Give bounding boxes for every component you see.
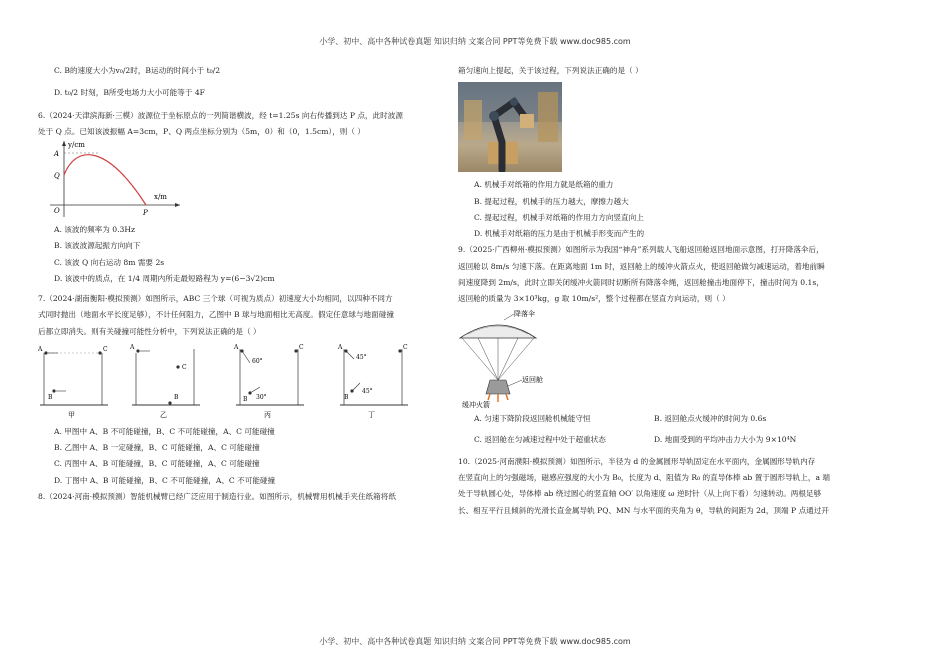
q8-stem-line1: 8.（2024·河南·模拟预测）智能机械臂已经广泛应用于制造行业。如图所示，机械臂用机械手夹住纸箱将纸 bbox=[38, 491, 396, 501]
svg-text:C: C bbox=[299, 343, 304, 351]
angle-60: 60° bbox=[252, 357, 263, 365]
svg-text:A: A bbox=[338, 343, 343, 351]
q8-option-c: C. 提起过程，机械手对纸箱的作用力方向竖直向上 bbox=[474, 212, 644, 222]
q9-option-d: D. 地面受到的平均冲击力大小为 9×10⁴N bbox=[654, 434, 797, 444]
label-chute: 降落伞 bbox=[514, 310, 535, 319]
q9-stem-line1: 9.（2025·广西柳州·模拟预测）如图所示为我国“神舟”系列载人飞船返回舱返回地面示意图，打开降落伞后， bbox=[458, 245, 824, 255]
svg-text:B: B bbox=[174, 393, 179, 401]
svg-text:B: B bbox=[344, 393, 349, 401]
page-header: 小学、初中、高中各种试卷真题 知识归纳 文案合同 PPT等免费下载 www.doc985.com bbox=[319, 37, 631, 46]
angle-30: 30° bbox=[256, 393, 267, 401]
panel-jia bbox=[38, 346, 108, 419]
svg-text:A: A bbox=[38, 345, 43, 353]
q7-option-d: D. 丁图中 A、B 可能碰撞，B、C 不可能碰撞，A、C 不可能碰撞 bbox=[54, 475, 276, 485]
graph-label-o: O bbox=[54, 207, 60, 215]
q9-options-row1 bbox=[458, 414, 868, 424]
svg-text:C: C bbox=[103, 345, 108, 353]
q6-option-d: D. 该波中的质点，在 1/4 周期内所走最短路程为 y=(6−3√2)cm bbox=[54, 273, 275, 283]
q9-option-c: C. 返回舱在匀减速过程中处于超重状态 bbox=[474, 434, 606, 444]
q7-option-a: A. 甲图中 A、B 不可能碰撞，B、C 不可能碰撞，A、C 可能碰撞 bbox=[54, 426, 275, 436]
q9-option-a: A. 匀速下降阶段返回舱机械能守恒 bbox=[474, 414, 591, 424]
graph-label-a: A bbox=[54, 150, 60, 158]
panel-bing bbox=[233, 344, 304, 419]
panel-ding bbox=[337, 344, 408, 419]
left-column bbox=[38, 62, 430, 502]
q9-stem-line2: 返回舱以 8m/s 匀速下落。在距离地面 1m 时，返回舱上的缓冲火箭点火，使返回舱做匀减速运动，着地前瞬 bbox=[458, 261, 825, 271]
robot-arm-photo bbox=[458, 82, 562, 172]
q7-option-b: B. 乙图中 A、B 一定碰撞，B、C 可能碰撞，A、C 可能碰撞 bbox=[54, 443, 260, 452]
q7-option-c: C. 丙图中 A、B 可能碰撞，B、C 可能碰撞，A、C 可能碰撞 bbox=[54, 459, 260, 469]
panel-label-bing: 丙 bbox=[264, 410, 271, 419]
q7-four-panels bbox=[38, 341, 418, 421]
svg-text:A: A bbox=[234, 343, 239, 351]
q6-option-a: A. 该波的频率为 0.3Hz bbox=[54, 225, 135, 234]
q7-stem-line3: 后都立即消失。则有关碰撞可能性分析中，下列说法正确的是（ ） bbox=[38, 326, 261, 336]
label-rocket: 缓冲火箭 bbox=[462, 401, 490, 409]
q9-stem-line4: 返回舱的质量为 3×10³kg，g 取 10m/s²，整个过程都在竖直方向运动，则（ ） bbox=[458, 294, 730, 303]
parachute-diagram bbox=[458, 308, 598, 408]
q10-stem-line2: 在竖直向上的匀强磁场，磁感应强度的大小为 B₀，长度为 d、阻值为 R₀ 的直导体棒 ab 置于圆形导轨上，a 端 bbox=[458, 473, 830, 482]
label-capsule: 返回舱 bbox=[522, 376, 543, 385]
q10-stem-line4: 长、相互平行且倾斜的光滑长直金属导轨 PQ、MN 与水平面的夹角为 θ，导轨的间距为 2d，顶端 P 点通过开 bbox=[458, 505, 829, 515]
q9-options-row2 bbox=[458, 435, 868, 445]
panel-label-yi: 乙 bbox=[160, 410, 167, 419]
panel-label-jia: 甲 bbox=[68, 410, 75, 419]
angle-45-bottom: 45° bbox=[362, 387, 373, 395]
q7-stem-line1: 7.（2024·湖南衡阳·模拟预测）如图所示，ABC 三个球（可视为质点）初速度大小均相同，以四种不同方 bbox=[38, 294, 393, 303]
q6-wave-graph bbox=[46, 139, 186, 219]
q6-stem-line1: 6.（2024·天津滨海新·三模）波源位于坐标原点的一列简谐横波，经 t=1.25s 向右传播到达 P 点，此时波源 bbox=[38, 110, 403, 120]
angle-45-top: 45° bbox=[356, 353, 367, 361]
q6-stem-line2: 处于 Q 点。已知该波振幅 A=3cm，P、Q 两点坐标分别为（5m，0）和（0，1.5cm），则（ ） bbox=[38, 126, 365, 136]
svg-text:C: C bbox=[403, 343, 408, 351]
svg-text:C: C bbox=[182, 363, 187, 371]
graph-ylabel: y/cm bbox=[68, 141, 85, 149]
q5-option-d: D. t₀/2 时刻，B所受电场力大小可能等于 4F bbox=[54, 88, 205, 98]
q10-stem-line1: 10.（2025·河南濮阳·模拟预测）如图所示，半径为 d 的金属圆形导轨固定在水平面内，金属圆形导轨内存 bbox=[458, 456, 816, 466]
panel-label-ding: 丁 bbox=[368, 410, 375, 419]
q10-stem-line3: 处于导轨圆心处，导体棒 ab 绕过圆心的竖直轴 OO′ 以角速度 ω 逆时针（从上向下看）匀速转动。两根足够 bbox=[458, 489, 822, 499]
page-footer: 小学、初中、高中各种试卷真题 知识归纳 文案合同 PPT等免费下载 www.doc985.com bbox=[319, 637, 631, 646]
graph-label-p: P bbox=[143, 209, 148, 217]
graph-xlabel: x/m bbox=[154, 193, 167, 201]
q9-option-b: B. 返回舱点火缓冲的时间为 0.6s bbox=[654, 414, 767, 424]
q8-option-b: B. 提起过程，机械手的压力越大，摩擦力越大 bbox=[474, 196, 629, 206]
q6-option-c: C. 该波 Q 向右运动 8m 需要 2s bbox=[54, 257, 165, 267]
q8-option-a: A. 机械手对纸箱的作用力就是纸箱的重力 bbox=[474, 180, 614, 190]
q7-stem-line2: 式同时抛出（地面水平长度足够），不计任何阻力，乙图中 B 球与地面相比无高度。假定任意球与地面碰撞 bbox=[38, 310, 394, 320]
q6-option-b: B. 该波波源起振方向向下 bbox=[54, 241, 141, 251]
svg-text:B: B bbox=[48, 393, 53, 401]
q8-option-d: D. 机械手对纸箱的压力是由于机械手形变而产生的 bbox=[474, 229, 645, 238]
q9-stem-line3: 间速度降到 2m/s，此时立即关闭缓冲火箭同时切断所有降落伞绳，返回舱撞击地面停下，撞击时间为 0.1s， bbox=[458, 277, 824, 287]
right-column bbox=[458, 62, 868, 516]
q8-stem-line2: 箱匀速向上提起，关于该过程，下列说法正确的是（ ） bbox=[458, 66, 643, 75]
svg-text:A: A bbox=[130, 343, 135, 351]
svg-text:B: B bbox=[243, 395, 248, 403]
q5-option-c: C. B的速度大小为v₀/2时，B运动的时间小于 t₀/2 bbox=[54, 66, 221, 75]
graph-label-q: Q bbox=[54, 172, 60, 180]
panel-yi bbox=[129, 344, 200, 419]
